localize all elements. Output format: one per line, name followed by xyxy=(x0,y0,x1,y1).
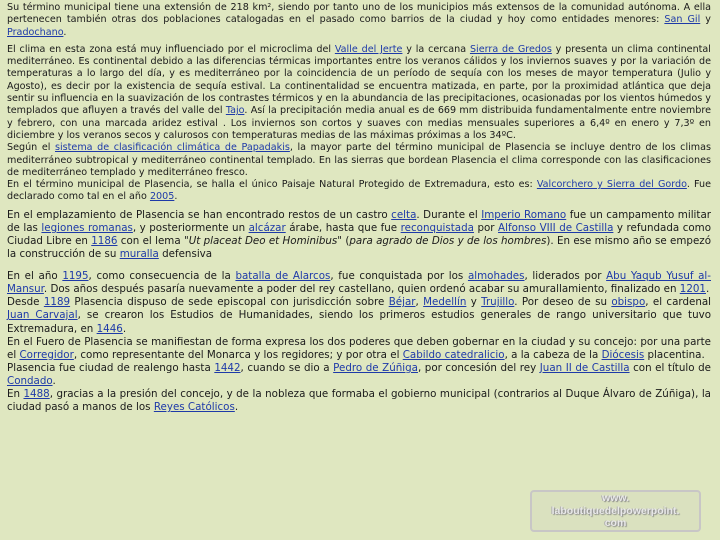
link[interactable]: Béjar xyxy=(388,296,416,309)
text-segment: fue un campamento militar de las xyxy=(7,208,711,234)
link[interactable]: obispo xyxy=(611,296,646,309)
text-segment: El clima en esta zona está muy influenciado por el microclima del xyxy=(7,43,335,55)
text-segment: . xyxy=(234,401,239,414)
text-segment: por xyxy=(473,221,499,234)
text-segment: , la mayor parte del término municipal de Plasencia se incluye dentro de los climas mediterráneo subtropical y mediterráneo continental templado. En las sierras que bordean Plasencia el clima corresponde con las clasificaciones de mediterráneo templado y mediterráneo fresco. xyxy=(7,142,712,178)
link[interactable]: 1201 xyxy=(679,283,706,296)
text-segment: con el título de xyxy=(629,361,711,374)
text-segment: . xyxy=(705,283,710,296)
text-segment: y xyxy=(700,14,711,26)
text-segment: , se crearon los Estudios de Humanidades, siendo los primeros estudios generales de rango universitario que tuvo Extremadura, en xyxy=(7,309,711,335)
text-segment: , liderados por xyxy=(524,270,607,283)
text-segment: . Durante el xyxy=(416,208,482,221)
link[interactable]: muralla xyxy=(119,248,159,261)
link[interactable]: sistema de clasificación climática de Papadakis xyxy=(55,142,290,154)
paragraph xyxy=(7,270,711,296)
text-segment: , xyxy=(415,296,424,309)
text-segment: y xyxy=(466,296,482,309)
text-segment: . Por deseo de su xyxy=(514,296,612,309)
link[interactable]: Juan II de Castilla xyxy=(539,361,630,374)
paragraph xyxy=(7,296,711,335)
paragraph xyxy=(7,209,711,261)
link[interactable]: 2005 xyxy=(149,191,175,203)
text-segment: Su término municipal tiene una extensión de 218 km², siendo por tanto uno de los municipios más extensos de la comunidad autónoma. A ella pertenecen también otras dos poblaciones catalogadas en el pasado como barrios de la ciudad y hoy como entidades menores: xyxy=(7,2,711,26)
link[interactable]: Condado xyxy=(7,374,53,387)
text-segment: , el cardenal xyxy=(645,296,712,309)
link[interactable]: reconquistada xyxy=(400,221,474,234)
text-segment: , como representante del Monarca y los regidores; y por otra el xyxy=(73,348,403,361)
text-segment: . xyxy=(122,322,127,335)
link[interactable]: almohades xyxy=(467,270,525,283)
link[interactable]: Pradochano xyxy=(7,26,64,38)
watermark-line-1: www. xyxy=(601,492,630,505)
text-segment: En el término municipal de Plasencia, se halla el único Paisaje Natural Protegido de Extremadura, esto es: xyxy=(7,179,537,191)
link[interactable]: Pedro de Zúñiga xyxy=(333,361,418,374)
text-segment: . xyxy=(174,191,178,203)
text-segment: Plasencia fue ciudad de realengo hasta xyxy=(7,361,215,374)
link[interactable]: Valcorchero y Sierra del Gordo xyxy=(536,179,687,191)
paragraph xyxy=(7,142,711,179)
link[interactable]: Alfonso VIII de Castilla xyxy=(498,221,614,234)
link[interactable]: Juan Carvajal xyxy=(7,309,78,322)
link[interactable]: San Gil xyxy=(664,14,701,26)
text-segment: placentina. xyxy=(644,348,705,361)
italic-text: Ut placeat Deo et Hominibus xyxy=(188,234,338,247)
paragraph xyxy=(7,336,711,362)
watermark-line-3: com xyxy=(604,517,627,530)
text-segment: . Fue declarado como tal en el año xyxy=(7,179,711,203)
text-segment: , cuando se dio a xyxy=(240,361,334,374)
link[interactable]: Trujillo xyxy=(481,296,515,309)
text-segment: y la cercana xyxy=(402,43,470,55)
link[interactable]: Sierra de Gredos xyxy=(469,43,552,55)
link[interactable]: Reyes Católicos xyxy=(153,401,235,414)
text-segment: En xyxy=(7,387,24,400)
paragraph xyxy=(7,179,711,204)
watermark-logo xyxy=(530,490,701,532)
italic-text: para agrado de Dios y de los hombres xyxy=(349,234,547,247)
link[interactable]: 1195 xyxy=(62,270,89,283)
link[interactable]: Imperio Romano xyxy=(481,208,567,221)
text-segment: , como consecuencia de la xyxy=(88,270,236,283)
link[interactable]: 1446 xyxy=(96,322,123,335)
text-segment: . Así la precipitación media anual es de 669 mm distribuida fundamentalmente entre noviembre y febrero, con una marcada aridez estival . Los inviernos son cortos y suaves con medias mensuales superiores a 6,4º en enero y 7,3º en diciembre y los veranos secos y calurosos con temperaturas medias de las máximas próximas a los 34ºC. xyxy=(7,105,711,141)
text-segment: ). En ese mismo año se empezó la construcción de su xyxy=(7,234,711,261)
link[interactable]: 1442 xyxy=(214,361,241,374)
link[interactable]: Tajo xyxy=(225,105,245,117)
link[interactable]: Abu Yaqub Yusuf al-Mansur xyxy=(7,270,711,296)
text-segment: " ( xyxy=(337,234,350,247)
link[interactable]: 1189 xyxy=(43,296,71,309)
paragraph xyxy=(7,2,711,39)
text-segment: y presenta un clima continental mediterráneo. Es continental debido a las diferencias térmicas importantes entre los veranos cálidos y los inviernos suaves y por la variación de temperaturas a lo largo del día, y es mediterráneo por la coincidencia de un período de sequía con los meses de mayor temperatura (Julio y Agosto), es decir por la existencia de sequía estival. La continentalidad se encuentra matizada, en parte, por la proximidad atlántica que deja sentir su influencia en la suavización de los contrastes térmicos y en la abundancia de las precipitaciones, ocasionadas por los vientos húmedos y templados que afluyen a través del valle del xyxy=(7,43,711,117)
text-segment: . xyxy=(52,374,56,387)
link[interactable]: legiones romanas xyxy=(41,221,133,234)
paragraph xyxy=(7,388,711,414)
text-segment: . Dos años después pasaría nuevamente a poder del rey castellano, quien ordenó acabar su amurallamiento, finalizado en xyxy=(43,283,680,296)
text-segment: con el lema " xyxy=(117,234,189,247)
text-segment: árabe, hasta que fue xyxy=(285,221,401,234)
link[interactable]: Valle del Jerte xyxy=(334,43,403,55)
link[interactable]: Medellín xyxy=(423,296,467,309)
text-segment: , por concesión del rey xyxy=(417,361,540,374)
link[interactable]: Diócesis xyxy=(601,348,645,361)
text-segment: Plasencia dispuso de sede episcopal con jurisdicción sobre xyxy=(70,296,389,309)
text-segment: En el emplazamiento de Plasencia se han encontrado restos de un castro xyxy=(7,208,392,221)
text-segment: En el año xyxy=(7,270,63,283)
link[interactable]: 1186 xyxy=(91,234,118,247)
text-segment: , fue conquistada por los xyxy=(330,270,468,283)
watermark-line-2: laboutiquedelpowerpoint. xyxy=(551,504,680,517)
link[interactable]: celta xyxy=(391,208,417,221)
text-segment: defensiva xyxy=(158,248,213,261)
link[interactable]: Cabildo catedralicio xyxy=(402,348,505,361)
text-segment: En el Fuero de Plasencia se manifiestan de forma expresa los dos poderes que deben gobernar en la ciudad y su concejo: por una parte el xyxy=(7,335,711,361)
link[interactable]: alcázar xyxy=(248,221,286,234)
paragraph xyxy=(7,362,711,388)
text-segment: . xyxy=(63,26,67,38)
link[interactable]: 1488 xyxy=(23,387,50,400)
text-segment: , a la cabeza de la xyxy=(504,348,602,361)
text-segment: , gracias a la presión del concejo, y de la nobleza que formaba el gobierno municipal (contrarios al Duque Álvaro de Zúñiga), la ciudad pasó a manos de los xyxy=(7,387,711,414)
text-segment: Según el xyxy=(7,142,55,154)
link[interactable]: batalla de Alarcos xyxy=(235,270,331,283)
text-segment: y refundada como Ciudad Libre en xyxy=(7,221,712,247)
document-body xyxy=(7,2,711,414)
paragraph xyxy=(7,44,711,142)
text-segment: Desde xyxy=(7,296,44,309)
text-segment: , y posteriormente un xyxy=(132,221,249,234)
link[interactable]: Corregidor xyxy=(19,348,74,361)
